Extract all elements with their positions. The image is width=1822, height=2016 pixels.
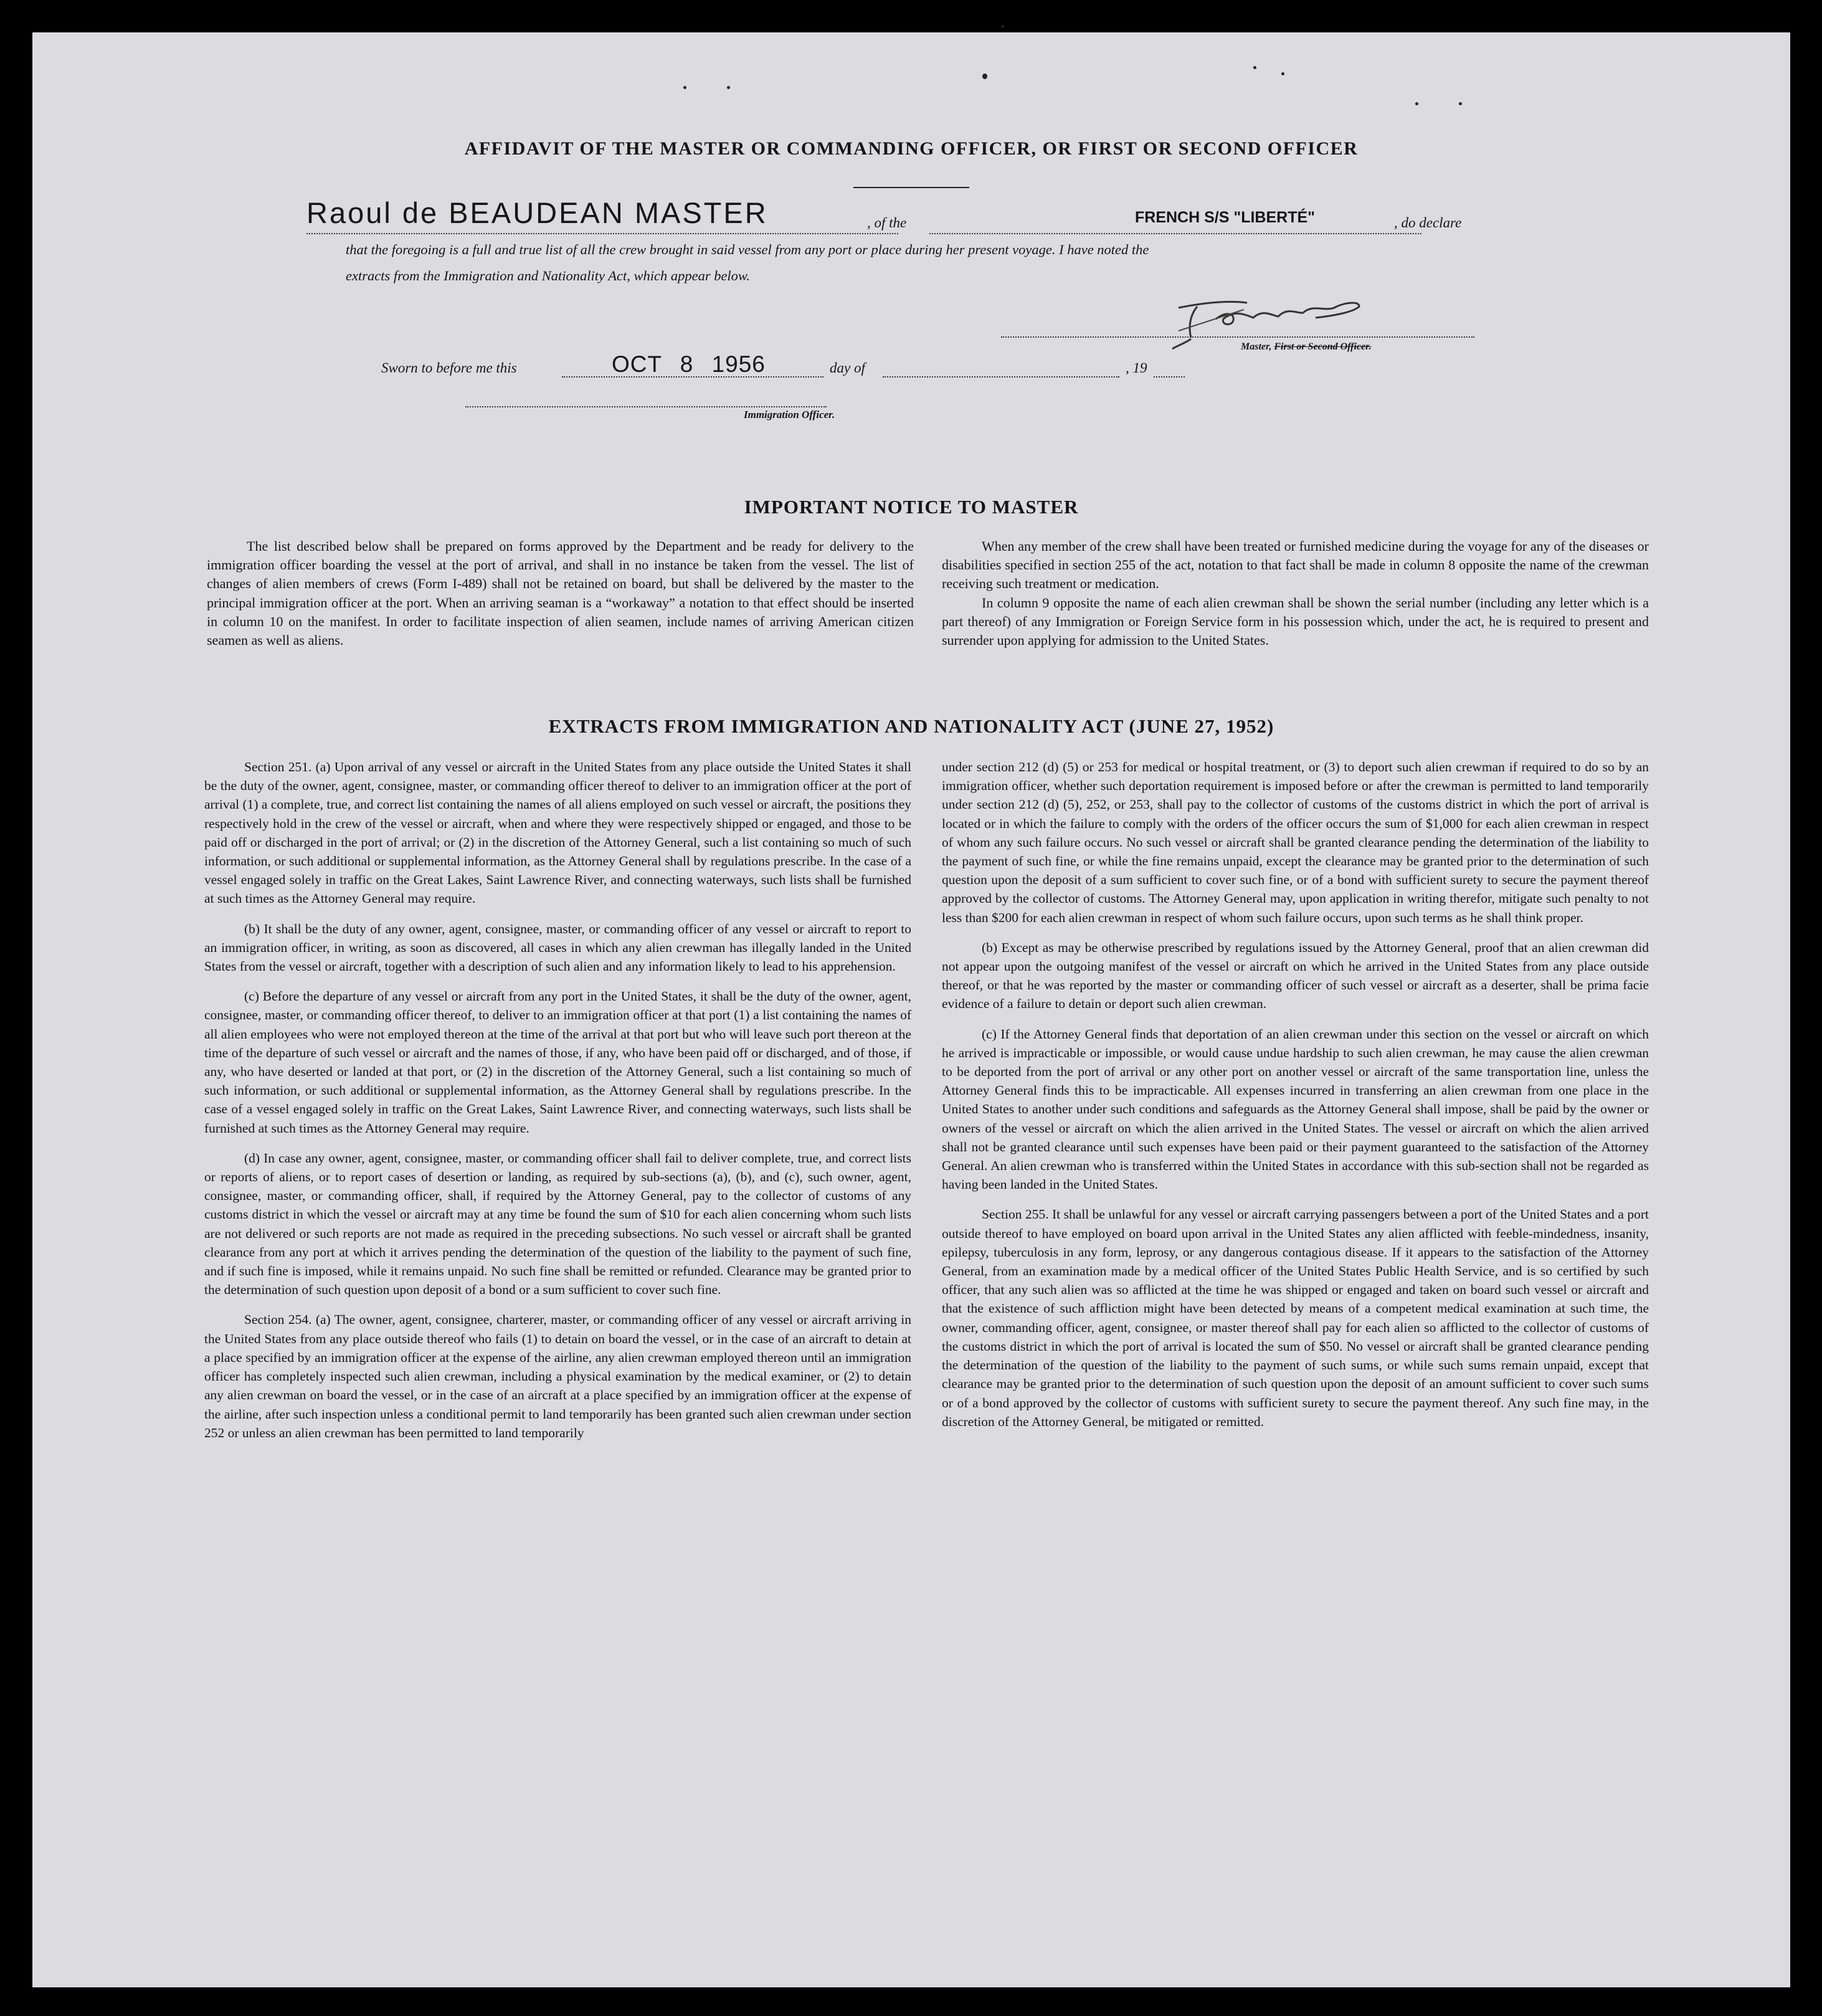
- master-name: Raoul de BEAUDEAN MASTER: [306, 196, 768, 229]
- section-251-d: (d) In case any owner, agent, consignee, master, or commanding officer shall fail to deliver complete, true, and correct lists or reports of aliens, or to report cases of desertion or landing, as required by sub-sections (a), (b), and (c), such owner, agent, consignee, master, or commanding officer, shall, if required by the Attorney General, pay to the collector of customs of any customs district in which the vessel or aircraft may at any time be found the sum of $10 for each alien concerning whom such lists are not delivered or such reports are not made as required in the preceding subsections. No such vessel or aircraft shall be granted clearance from any port at which it arrives pending the determination of the question of the liability to the payment of such fine, and if such fine is imposed, while it remains unpaid. No such fine shall be remitted or refunded. Clearance may be granted prior to the determination of such question upon deposit of a bond or a sum sufficient to cover such fine.: [204, 1150, 911, 1298]
- speck: [982, 74, 987, 79]
- master-caption: Master,: [1241, 341, 1272, 352]
- declaration-line-2: extracts from the Immigration and Nationality Act, which appear below.: [346, 268, 750, 283]
- extracts-left-column: [204, 758, 911, 1453]
- extracts-heading: EXTRACTS FROM IMMIGRATION AND NATIONALITY ACT (JUNE 27, 1952): [548, 715, 1274, 737]
- of-the-label: , of the: [867, 215, 907, 231]
- section-254-a-continued: under section 212 (d) (5) or 253 for medical or hospital treatment, or (3) to deport such alien crewman if required to do so by an immigration officer, whether such deportation requirement is imposed before or after the crewman is permitted to land temporarily under section 212 (d) (5), 252, or 253, shall pay to the collector of customs of the customs district in which the port of arrival is located or in which the failure to comply with the orders of the officer occurs the sum of $1,000 for each alien crewman in respect of whom any such failure occurs. No such vessel or aircraft shall be granted clearance pending the determination of the liability to the payment of such fine, or while the fine remains unpaid, except the clearance may be granted prior to the determination of such question upon the deposit of a sum sufficient to cover such fine, or of a bond with sufficient surety to secure the payment thereof approved by the collector of customs. The Attorney General may, upon application in writing therefor, mitigate such penalty to not less than $200 for each alien crewman in respect of whom such failure occurs, upon such terms as he shall think proper.: [942, 759, 1649, 925]
- vessel-line: [929, 233, 1421, 234]
- master-name-line: [306, 233, 898, 234]
- speck: [1415, 102, 1418, 105]
- speck: [1281, 72, 1284, 75]
- section-251-c: (c) Before the departure of any vessel or aircraft from any port in the United States, it shall be the duty of the owner, agent, consignee, master, or commanding officer thereof, to deliver to an immigration officer at that port (1) a list containing the names of all alien employees who were not employed thereon at the time of the arrival at that port but who will leave such port thereon at the time of the departure of such vessel or aircraft and the names of those, if any, who have been paid off or discharged, and of those, if any, who have deserted or landed at that port, or (2) in the discretion of the Attorney General, such a list containing so much of such information, or such additional or supplemental information, as the Attorney General shall by regulations prescribe. In the case of a vessel engaged solely in traffic on the Great Lakes, Saint Lawrence River, and connecting waterways, such lists shall be furnished at such times as the Attorney General may require.: [204, 989, 911, 1136]
- speck: [1459, 102, 1462, 105]
- section-251-b: (b) It shall be the duty of any owner, agent, consignee, master, or commanding officer of any vessel or aircraft to report to an immigration officer, in writing, as soon as discovered, all cases in which any alien crewman has illegally landed in the United States from the vessel or aircraft, together with a description of such alien and any information likely to lead to his apprehension.: [204, 921, 911, 974]
- notice-right-paragraph-1: When any member of the crew shall have been treated or furnished medicine during the voyage for any of the diseases or disabilities specified in section 255 of the act, notation to that fact shall be made in column 8 opposite the name of the crewman receiving such treatment or medication.: [942, 538, 1649, 592]
- section-254-a: Section 254. (a) The owner, agent, consignee, charterer, master, or commanding officer of any vessel or aircraft arriving in the United States from any place outside thereof who fails (1) to detain on board the vessel, or in the case of an aircraft to detain at a place specified by an immigration officer at the expense of the airline, any alien crewman employed thereon until an immigration officer has completely inspected such alien crewman, including a physical examination by the medical examiner, or (2) to detain any alien crewman on board the vessel, or in the case of an aircraft at a place specified by an immigration officer at the expense of the airline, after such inspection unless a conditional permit to land temporarily has been granted such alien crewman under section 252 or unless an alien crewman has been permitted to land temporarily: [204, 1312, 911, 1440]
- section-254-c: (c) If the Attorney General finds that deportation of an alien crewman under this section on the vessel or aircraft on which he arrived is impracticable or impossible, or would cause undue hardship to such alien crewman, he may cause the alien crewman to be deported from the port of arrival or any other port on another vessel or aircraft of the same transportation line, unless the Attorney General finds this to be impracticable. All expenses incurred in transferring an alien crewman from one place in the United States to another under such conditions and safeguards as the Attorney General shall impose, shall be paid by the owner or owners of the vessel or aircraft on which the alien arrived in the United States. The vessel or aircraft on which the alien arrived shall not be granted clearance until such expenses have been paid or their payment guaranteed to the satisfaction of the Attorney General. An alien crewman who is transferred within the United States in accordance with this sub-section shall not be regarded as having been landed in the United States.: [942, 1026, 1649, 1192]
- day-of-label: day of: [830, 360, 865, 376]
- do-declare-label: , do declare: [1394, 215, 1462, 231]
- document-title: AFFIDAVIT OF THE MASTER OR COMMANDING OFFICER, OR FIRST OR SECOND OFFICER: [464, 138, 1359, 159]
- notice-right-column: [942, 537, 1649, 650]
- extracts-right-column: [942, 758, 1649, 1442]
- document-page: [32, 32, 1790, 1987]
- speck: [727, 86, 730, 89]
- section-251-a: Section 251. (a) Upon arrival of any vessel or aircraft in the United States from any place outside the United States it shall be the duty of the owner, agent, consignee, master, or commanding officer thereof to deliver to an immigration officer at the port of arrival (1) a complete, true, and correct list containing the names of all aliens employed on such vessel or aircraft, the positions they respectively hold in the crew of the vessel or aircraft, when and where they were respectively shipped or engaged, and those to be paid off or discharged in the port of arrival; or (2) in the discretion of the Attorney General, such a list containing so much of such information, or such additional or supplemental information, as the Attorney General shall by regulations prescribe. In the case of a vessel engaged solely in traffic on the Great Lakes, Saint Lawrence River, and connecting waterways, such lists shall be furnished at such times as the Attorney General may require.: [204, 759, 911, 906]
- day-of-line: [883, 376, 1119, 378]
- declaration-line-1: that the foregoing is a full and true list of all the crew brought in said vessel from any port or place during her present voyage. I have noted the: [346, 242, 1149, 257]
- section-254-b: (b) Except as may be otherwise prescribed by regulations issued by the Attorney General, proof that an alien crewman did not appear upon the outgoing manifest of the vessel or aircraft on which he arrived in the United States from any place outside thereof, or that he was reported by the master or commanding officer of such vessel or aircraft as a deserter, shall be prima facie evidence of a failure to detain or deport such alien crewman.: [942, 939, 1649, 1012]
- speck: [1001, 25, 1004, 28]
- officer-line: [465, 406, 827, 407]
- notice-left-column: [207, 537, 914, 650]
- speck: [683, 86, 686, 89]
- officer-caption: Immigration Officer.: [744, 409, 835, 421]
- signature-caption: [1241, 341, 1372, 353]
- year-label: , 19: [1126, 360, 1147, 376]
- title-underline: [853, 187, 969, 188]
- year-line: [1154, 376, 1185, 378]
- notice-left-paragraph: The list described below shall be prepared on forms approved by the Department and be ready for delivery to the immigration officer boarding the vessel at the port of arrival, and shall in no instance be taken from the vessel. The list of changes of alien members of crews (Form I-489) shall not be retained on board, but shall be delivered by the master to the principal immigration officer at the port. When an arriving seaman is a “workaway” a notation to that effect should be inserted in column 10 on the manifest. In order to facilitate inspection of alien seamen, include names of arriving American citizen seamen as well as aliens.: [207, 538, 914, 649]
- sworn-date: OCT 8 1956: [612, 351, 766, 377]
- sworn-label: Sworn to before me this: [381, 360, 517, 376]
- section-255: Section 255. It shall be unlawful for any vessel or aircraft carrying passengers between a port of the United States and a port outside thereof to have employed on board upon arrival in the United States any alien afflicted with feeble-mindedness, insanity, epilepsy, tuberculosis in any form, leprosy, or any dangerous contagious disease. If it appears to the satisfaction of the Attorney General, from an examination made by a medical officer of the United States Public Health Service, and is so certified by such officer, that any such alien was so afflicted at the time he was shipped or engaged and taken on board such vessel or aircraft and that the existence of such affliction might have been detected by means of a competent medical examination at such time, the owner, commanding officer, agent, consignee, or master thereof shall pay for each alien so afflicted to the collector of customs of the customs district in which the port of arrival is located the sum of $50. No vessel or aircraft shall be granted clearance pending the determination of the question of the liability to the payment of such sums, or while such sums remain unpaid, except that clearance may be granted prior to the determination of such question upon the deposit of an amount sufficient to cover such sums or of a bond approved by the collector of customs with sufficient surety to secure the payment thereof. Any such fine may, in the discretion of the Attorney General, be mitigated or remitted.: [942, 1207, 1649, 1429]
- speck: [1253, 66, 1256, 69]
- struck-caption: First or Second Officer.: [1274, 341, 1372, 352]
- vessel-name: FRENCH S/S "LIBERTÉ": [1135, 209, 1316, 226]
- signature-line: [1001, 336, 1474, 338]
- notice-right-paragraph-2: In column 9 opposite the name of each alien crewman shall be shown the serial number (including any letter which is a part thereof) of any Immigration or Foreign Service form in his possession which, under the act, he is required to present and surrender upon applying for admission to the United States.: [942, 594, 1649, 649]
- notice-heading: IMPORTANT NOTICE TO MASTER: [744, 496, 1079, 518]
